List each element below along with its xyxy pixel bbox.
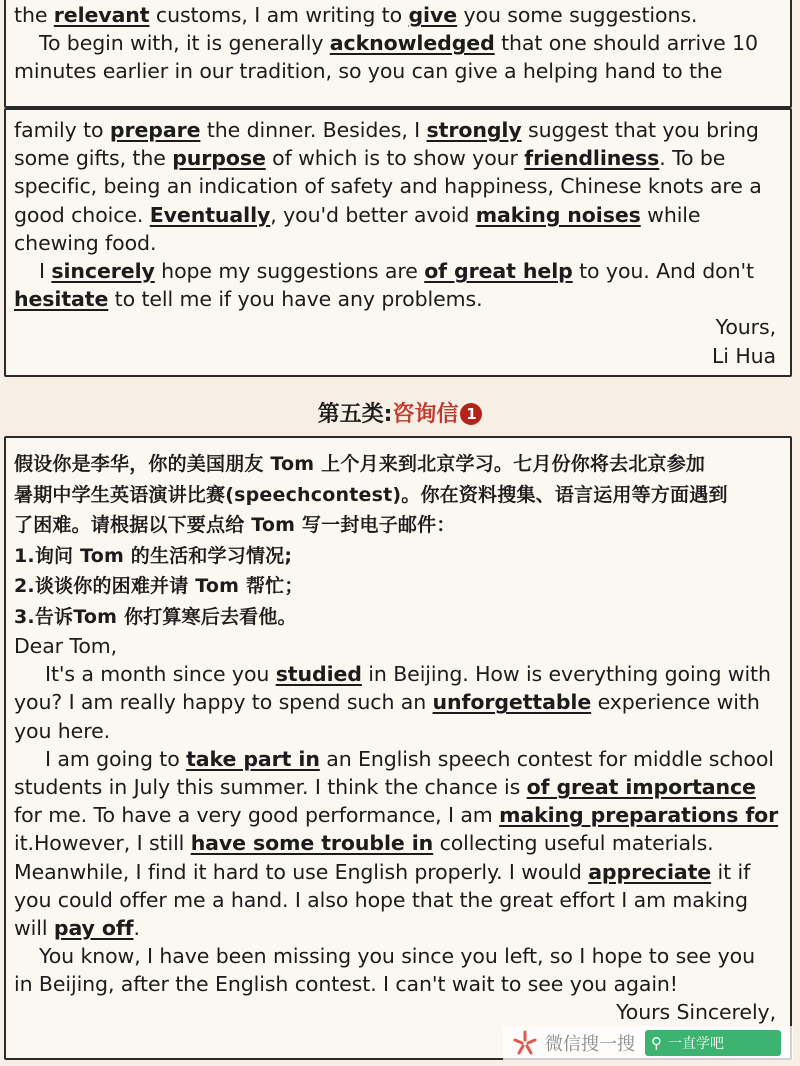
keyword: have some trouble in xyxy=(190,831,434,856)
letter1-line-5: some gifts, the purpose of which is to show your friendliness. To be xyxy=(14,146,726,171)
keyword: give xyxy=(408,3,458,27)
keyword: acknowledged xyxy=(329,31,495,56)
keyword: relevant xyxy=(53,3,150,27)
letter2-line-12: in Beijing, after the English contest. I can't wait to see you again! xyxy=(14,972,678,997)
prompt-point-1: 1.询问 Tom 的生活和学习情况; xyxy=(14,544,293,567)
letter1-line-6: specific, being an indication of safety and happiness, Chinese knots are a xyxy=(14,174,762,199)
keyword: making noises xyxy=(475,202,641,227)
letter2-line-2: you? I am really happy to spend such an unforgettable experience with xyxy=(14,690,760,715)
letter2-line-7: it.However, I still have some trouble in collecting useful materials. xyxy=(14,831,714,856)
letter2-line-8: Meanwhile, I find it hard to use English properly. I would appreciate it if xyxy=(14,859,751,884)
letter1-line-7: good choice. Eventually, you'd better avoid making noises while xyxy=(14,202,701,227)
letter2-line-1: It's a month since you studied in Beijing. How is everything going with xyxy=(45,662,771,687)
keyword: sincerely xyxy=(51,258,155,283)
keyword: pay off xyxy=(53,915,134,940)
prompt-line-3: 了困难。请根据以下要点给 Tom 写一封电子邮件： xyxy=(14,514,456,536)
letter2-greeting: Dear Tom, xyxy=(14,634,118,658)
keyword: unforgettable xyxy=(432,690,592,715)
heading-prefix: 第五类: xyxy=(317,402,393,427)
keyword: of great help xyxy=(424,258,573,283)
section-heading xyxy=(0,397,800,433)
letter1-line-10: hesitate to tell me if you have any problems. xyxy=(14,287,483,312)
prompt-line-2: 暑期中学生英语演讲比赛(speechcontest)。你在资料搜集、语言运用等方面遇到 xyxy=(14,483,728,506)
keyword: studied xyxy=(275,662,362,687)
wechat-search-watermark xyxy=(503,1026,793,1060)
letter2-line-9: you could offer me a hand. I also hope that the great effort I am making xyxy=(14,887,748,912)
letter1-top-box xyxy=(4,0,792,108)
watermark-search-box xyxy=(645,1030,781,1056)
prompt-point-2: 2.谈谈你的困难并请 Tom 帮忙； xyxy=(14,575,304,597)
heading-category: 咨询信 xyxy=(392,402,459,427)
search-icon: ⚲ xyxy=(651,1034,662,1052)
letter2-line-5: students in July this summer. I think the chance is of great importance xyxy=(14,774,756,799)
keyword: strongly xyxy=(426,118,522,142)
letter2-line-10: will pay off. xyxy=(14,915,140,940)
letter2-line-4: I am going to take part in an English speech contest for middle school xyxy=(45,746,774,771)
keyword: purpose xyxy=(172,146,266,171)
inquiry-letter-box xyxy=(4,436,792,1060)
watermark-search-text: 一直学吧 xyxy=(668,1036,724,1052)
letter1-line-2: To begin with, it is generally acknowledged that one should arrive 10 xyxy=(39,31,758,56)
keyword: making preparations for xyxy=(499,803,779,828)
letter1-line-3: minutes earlier in our tradition, so you can give a helping hand to the xyxy=(14,59,723,84)
prompt-point-3: 3.告诉Tom 你打算寒后去看他。 xyxy=(14,605,297,628)
keyword: prepare xyxy=(109,118,201,142)
letter1-line-8: chewing food. xyxy=(14,230,157,255)
letter1-signature: Li Hua xyxy=(711,343,776,368)
keyword: hesitate xyxy=(14,287,109,312)
number-badge: 1 xyxy=(460,403,482,425)
keyword: appreciate xyxy=(588,859,712,884)
letter1-closing: Yours, xyxy=(715,315,776,340)
keyword: Eventually xyxy=(149,202,271,227)
letter2-line-11: You know, I have been missing you since you left, so I hope to see you xyxy=(39,944,755,969)
letter1-line-1: the relevant customs, I am writing to give you some suggestions. xyxy=(14,3,698,27)
letter1-line-4: family to prepare the dinner. Besides, I strongly suggest that you bring xyxy=(14,118,759,142)
letter1-line-9: I sincerely hope my suggestions are of great help to you. And don't xyxy=(39,258,754,283)
letter2-closing: Yours Sincerely, xyxy=(616,1000,776,1025)
prompt-line-1: 假设你是李华，你的美国朋友 Tom 上个月来到北京学习。七月份你将去北京参加 xyxy=(14,453,706,475)
letter1-continued-box xyxy=(4,108,792,377)
keyword: of great importance xyxy=(526,774,756,799)
keyword: take part in xyxy=(186,746,320,771)
watermark-brand: 微信搜一搜 xyxy=(545,1034,635,1055)
letter2-line-6: for me. To have a very good performance, I am making preparations for xyxy=(14,803,779,828)
keyword: friendliness xyxy=(524,146,660,171)
letter2-line-3: you here. xyxy=(14,718,110,743)
wechat-search-logo-icon xyxy=(511,1029,539,1057)
